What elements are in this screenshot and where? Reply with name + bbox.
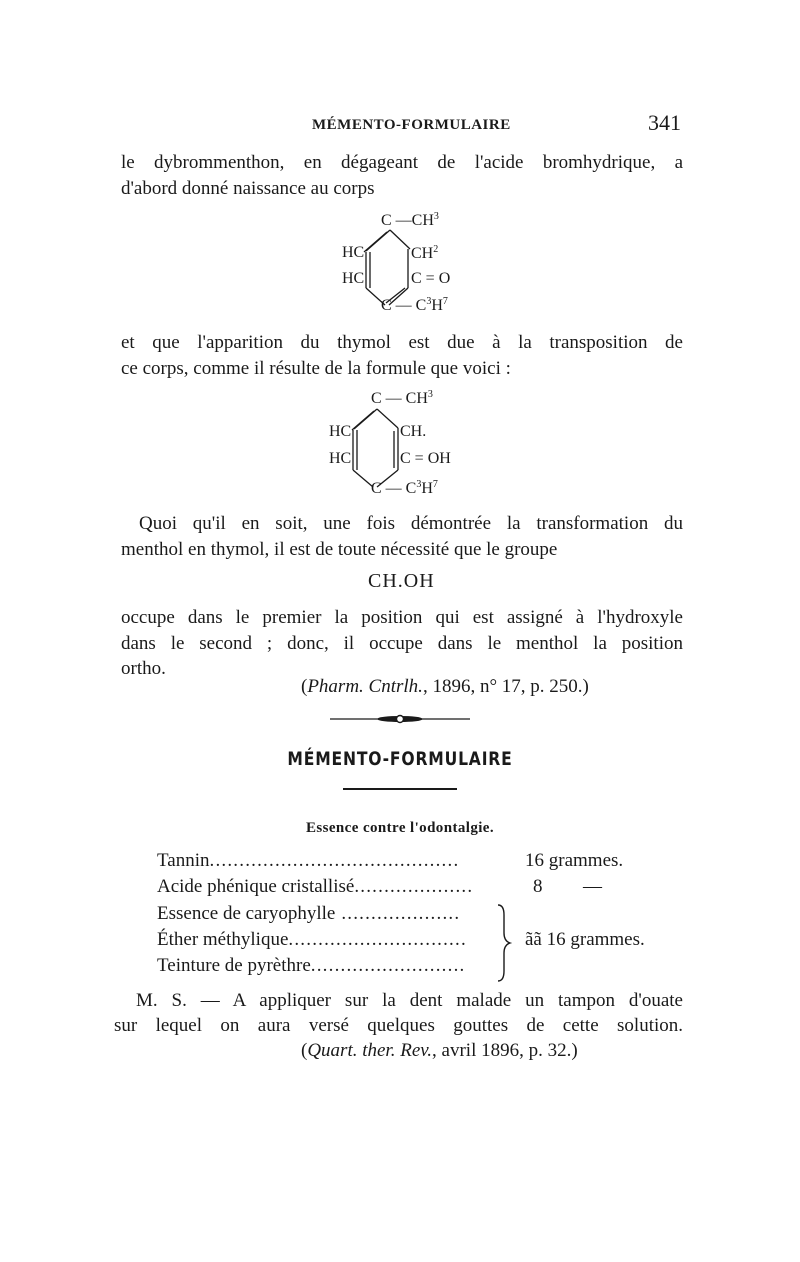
- recipe-item-2-qty: 8: [533, 876, 543, 897]
- paragraph-1-line-1: le dybrommenthon, en dégageant de l'acide bromhydrique, a: [121, 152, 683, 173]
- citation-1: (Pharm. Cntrlh., 1896, n° 17, p. 250.): [301, 676, 589, 697]
- formula-2-left-2: HC: [329, 450, 352, 467]
- recipe-item-3-name: Essence de caryophylle: [157, 903, 336, 924]
- usage-note-line-1: M. S. — A appliquer sur la dent malade un tampon d'ouate: [136, 990, 683, 1011]
- section-title: MÉMENTO-FORMULAIRE: [287, 748, 513, 770]
- formula-2-bottom: C — $C^3H^7$: [371, 479, 438, 497]
- leader-dots: ..............................: [288, 929, 467, 950]
- formula-1-right-1: $CH^2$: [411, 244, 439, 262]
- formula-1-right-2: C = O: [411, 270, 451, 287]
- paragraph-3-line-2: menthol en thymol, il est de toute nécessité que le groupe: [121, 538, 558, 560]
- group-formula: CH.OH: [368, 570, 435, 592]
- paragraph-4-line-2: dans le second ; donc, il occupe dans le menthol la position: [121, 632, 683, 654]
- section-title-rule: [343, 788, 457, 790]
- paragraph-3: [121, 511, 683, 562]
- formula-1-left-2: HC: [342, 270, 365, 287]
- recipe-item-1: [157, 850, 493, 872]
- leader-dots: ..........................................: [209, 850, 460, 871]
- recipe-item-1-name: Tannin: [157, 850, 210, 871]
- curly-brace: [496, 903, 516, 983]
- paragraph-4: [121, 605, 683, 682]
- paragraph-1: [121, 150, 683, 201]
- recipe-item-4: [157, 929, 467, 951]
- recipe-item-2: [157, 876, 474, 898]
- chemical-formula-1: [0, 205, 800, 315]
- leader-dots: ....................: [354, 876, 474, 897]
- leader-dots: ..........................: [310, 955, 466, 976]
- running-header-title: MÉMENTO-FORMULAIRE: [312, 117, 511, 133]
- paragraph-2: [121, 330, 683, 381]
- paragraph-2-line-1: et que l'apparition du thymol est due à la transposition de: [121, 332, 683, 353]
- citation-2: (Quart. ther. Rev., avril 1896, p. 32.): [301, 1040, 578, 1061]
- formula-2-right-1: CH.: [400, 423, 427, 440]
- formula-2-top: C — $CH^3$: [371, 389, 433, 407]
- recipe-item-2-name: Acide phénique cristallisé: [157, 876, 355, 897]
- grouped-quantity: ãã 16 grammes.: [525, 929, 645, 950]
- paragraph-2-line-2: ce corps, comme il résulte de la formule que voici :: [121, 357, 511, 379]
- recipe-item-3: [157, 903, 461, 925]
- chemical-formula-2: [0, 383, 800, 498]
- recipe-item-4-name: Éther méthylique: [157, 929, 289, 950]
- paragraph-3-line-1: Quoi qu'il en soit, une fois démontrée la transformation du: [139, 513, 683, 534]
- page-number: 341: [648, 110, 681, 135]
- formula-1-bottom: C — $C^3H^7$: [381, 296, 448, 314]
- formula-1-top: C $—CH^3$: [381, 211, 439, 229]
- paragraph-4-line-1: occupe dans le premier la position qui est assigné à l'hydroxyle: [121, 607, 683, 628]
- usage-note: [114, 988, 683, 1038]
- usage-note-line-2: sur lequel on aura versé quelques gouttes de cette solution.: [114, 1015, 683, 1036]
- leader-dots: ....................: [341, 903, 461, 924]
- recipe-item-5-name: Teinture de pyrèthre: [157, 955, 311, 976]
- recipe-item-2-unit: —: [583, 876, 602, 897]
- formula-2-left-1: HC: [329, 423, 352, 440]
- paragraph-4-line-3: ortho.: [121, 658, 166, 679]
- recipe-item-1-qty: 16 grammes.: [525, 850, 624, 871]
- recipe-item-5: [157, 955, 466, 977]
- formula-1-left-1: HC: [342, 244, 365, 261]
- paragraph-1-line-2: d'abord donné naissance au corps: [121, 177, 375, 199]
- ornamental-divider: [0, 709, 800, 729]
- recipe-subtitle: Essence contre l'odontalgie.: [306, 820, 494, 836]
- formula-2-right-2: C = OH: [400, 450, 451, 467]
